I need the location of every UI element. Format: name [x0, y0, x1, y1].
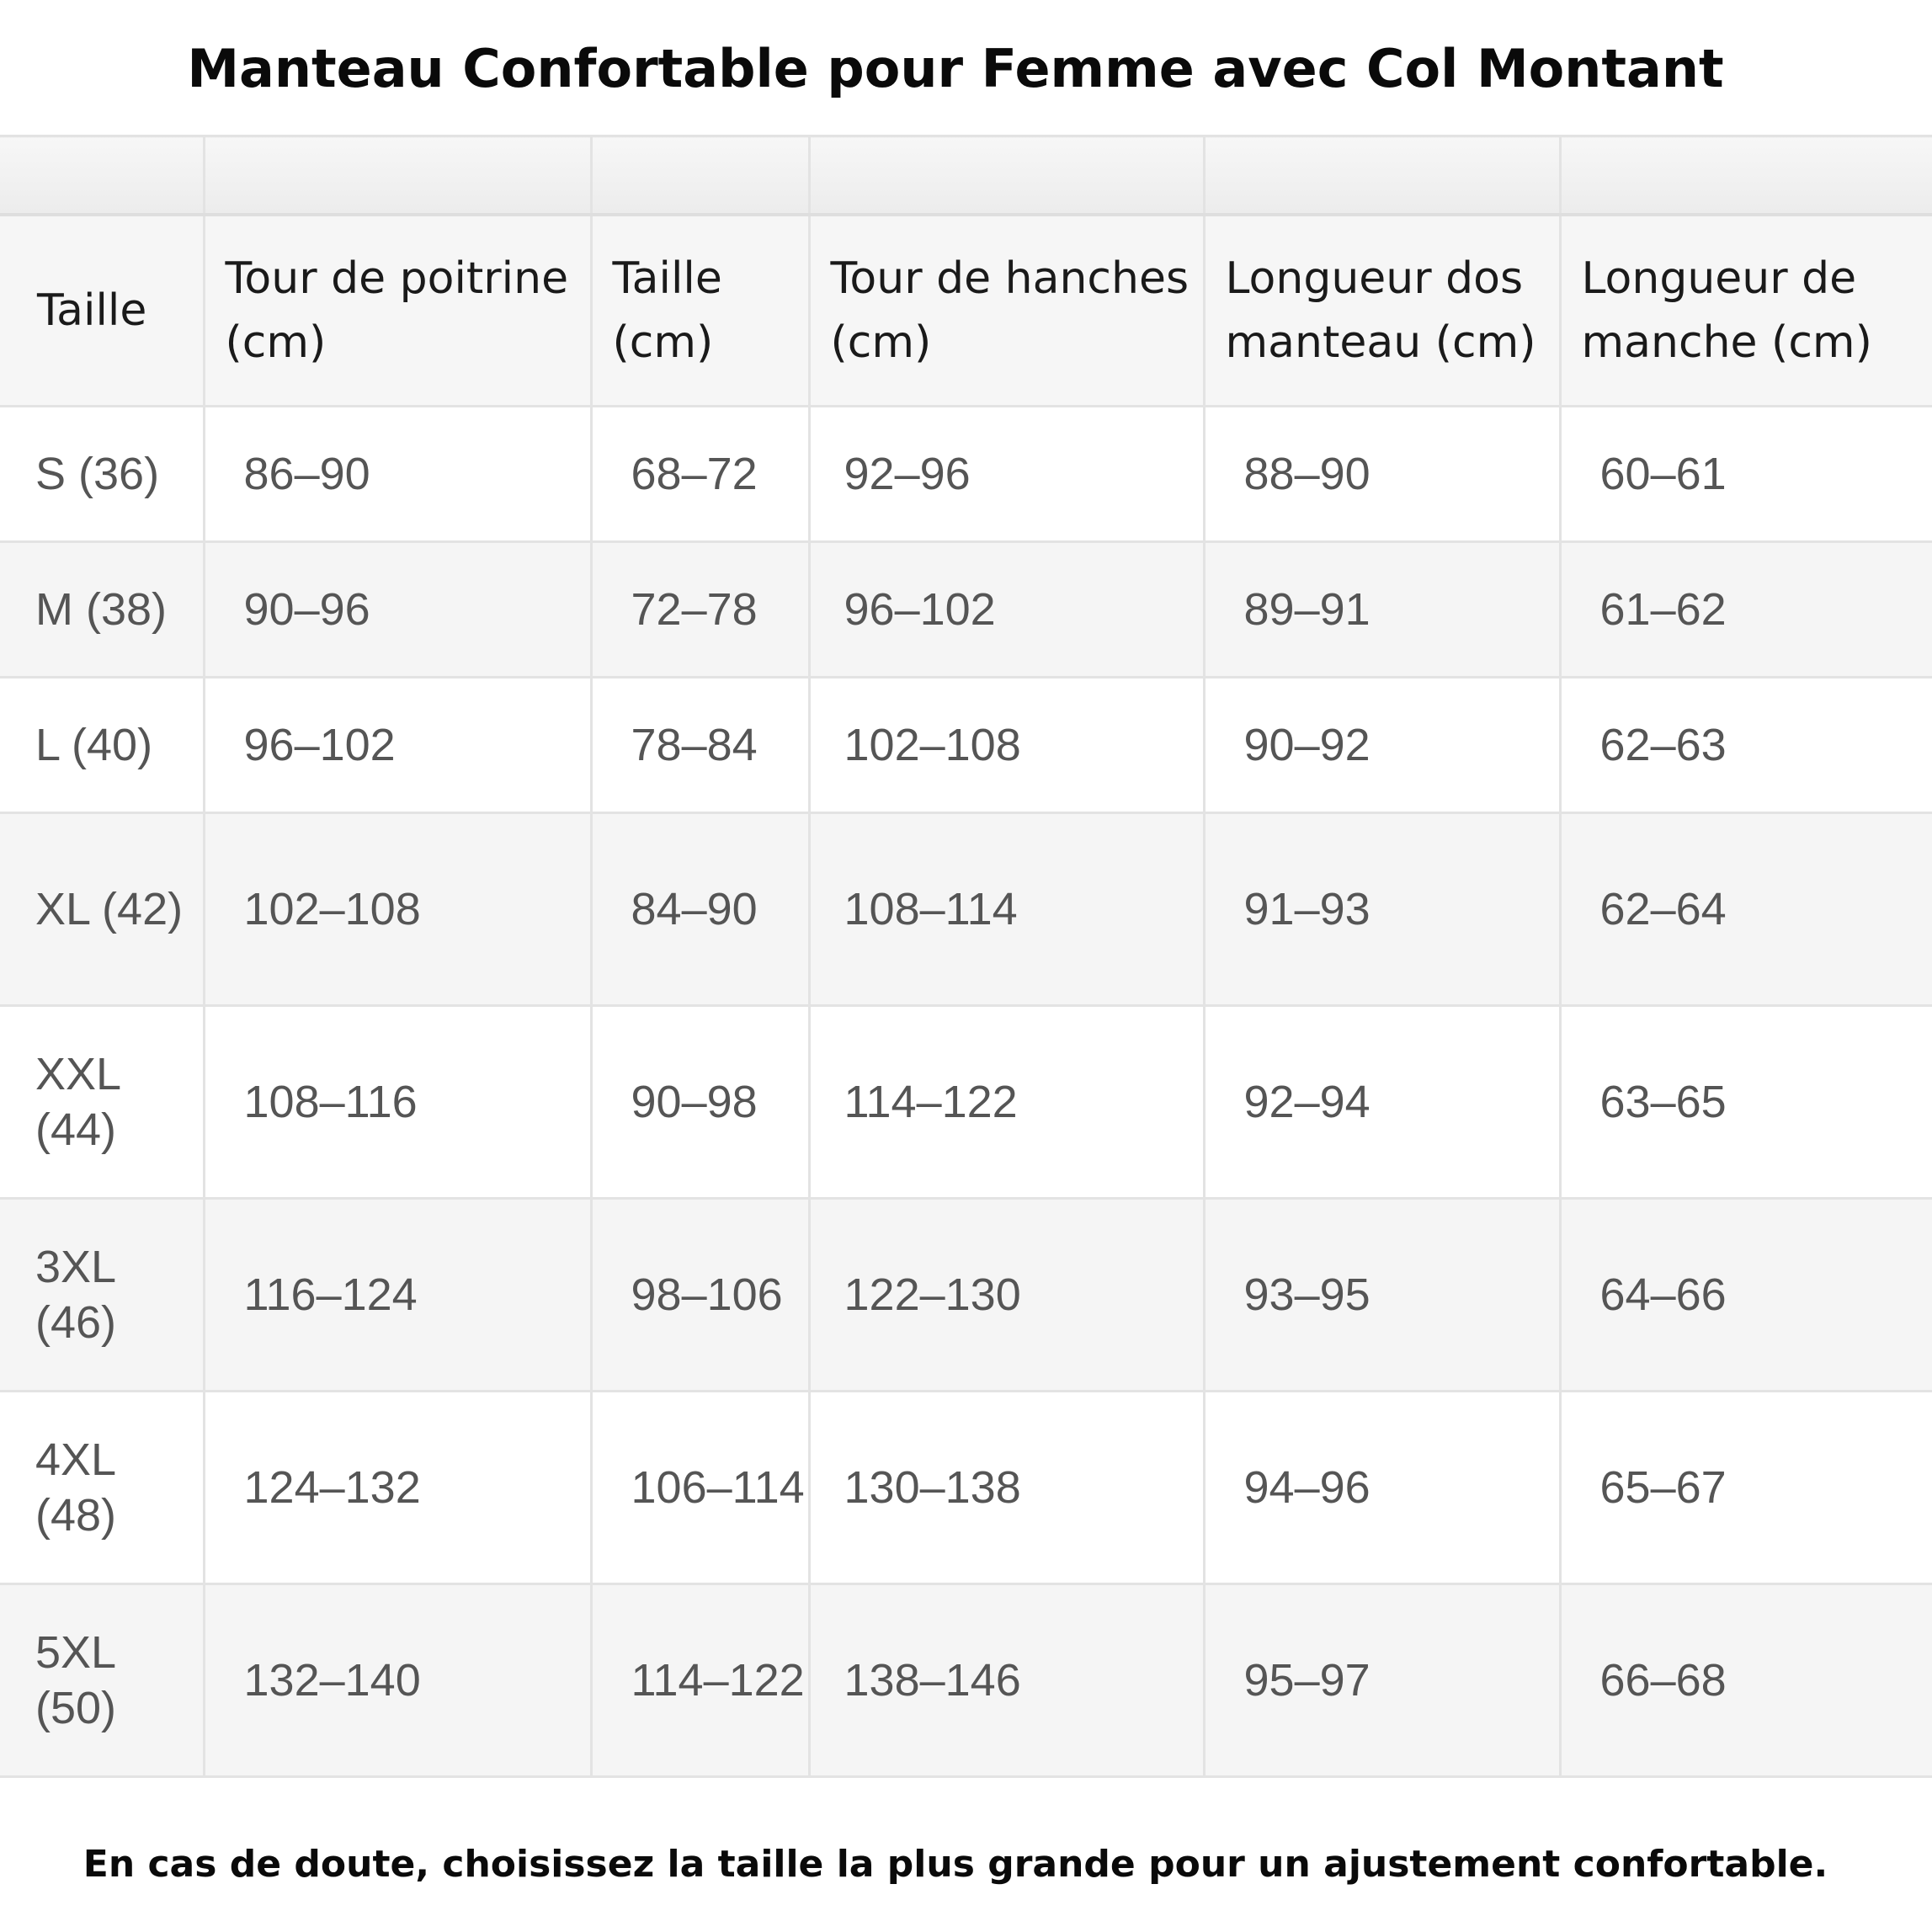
back-length-cell: 95–97 [1204, 1584, 1560, 1777]
sleeve-length-cell: 66–68 [1560, 1584, 1932, 1777]
hips-cell: 130–138 [809, 1392, 1204, 1584]
size-cell: L (40) [0, 678, 204, 813]
back-length-cell: 91–93 [1204, 813, 1560, 1006]
back-length-cell: 90–92 [1204, 678, 1560, 813]
chest-cell: 102–108 [204, 813, 591, 1006]
sleeve-length-cell: 64–66 [1560, 1199, 1932, 1392]
header-back-length: Longueur dos manteau (cm) [1204, 215, 1560, 407]
hips-cell: 114–122 [809, 1006, 1204, 1199]
header-sleeve-length: Longueur de manche (cm) [1560, 215, 1932, 407]
size-cell: XXL (44) [0, 1006, 204, 1199]
table-row [0, 813, 1932, 1006]
back-length-cell: 88–90 [1204, 407, 1560, 542]
sleeve-length-cell: 61–62 [1560, 542, 1932, 678]
waist-cell: 98–106 [591, 1199, 809, 1392]
table-row [0, 1199, 1932, 1392]
back-length-cell: 93–95 [1204, 1199, 1560, 1392]
sleeve-length-cell: 65–67 [1560, 1392, 1932, 1584]
hips-cell: 122–130 [809, 1199, 1204, 1392]
size-cell: M (38) [0, 542, 204, 678]
waist-cell: 90–98 [591, 1006, 809, 1199]
waist-cell: 68–72 [591, 407, 809, 542]
size-cell: S (36) [0, 407, 204, 542]
size-table [0, 135, 1932, 1778]
table-row [0, 678, 1932, 813]
waist-cell: 72–78 [591, 542, 809, 678]
hips-cell: 102–108 [809, 678, 1204, 813]
table-row [0, 1584, 1932, 1777]
size-chart [0, 135, 1932, 1778]
header-chest: Tour de poitrine (cm) [204, 215, 591, 407]
waist-cell: 114–122 [591, 1584, 809, 1777]
waist-cell: 84–90 [591, 813, 809, 1006]
back-length-cell: 94–96 [1204, 1392, 1560, 1584]
sleeve-length-cell: 60–61 [1560, 407, 1932, 542]
back-length-cell: 89–91 [1204, 542, 1560, 678]
hips-cell: 96–102 [809, 542, 1204, 678]
chest-cell: 90–96 [204, 542, 591, 678]
sleeve-length-cell: 63–65 [1560, 1006, 1932, 1199]
table-row [0, 407, 1932, 542]
table-header-row [0, 215, 1932, 407]
footer-note: En cas de doute, choisissez la taille la plus grande pour un ajustement confortable. [82, 1843, 1828, 1886]
chest-cell: 116–124 [204, 1199, 591, 1392]
table-row [0, 542, 1932, 678]
table-row [0, 1392, 1932, 1584]
hips-cell: 138–146 [809, 1584, 1204, 1777]
sleeve-length-cell: 62–63 [1560, 678, 1932, 813]
sleeve-length-cell: 62–64 [1560, 813, 1932, 1006]
header-waist: Taille (cm) [591, 215, 809, 407]
back-length-cell: 92–94 [1204, 1006, 1560, 1199]
header-size: Taille [0, 215, 204, 407]
table-top-band [0, 136, 1932, 216]
size-cell: XL (42) [0, 813, 204, 1006]
waist-cell: 106–114 [591, 1392, 809, 1584]
hips-cell: 108–114 [809, 813, 1204, 1006]
size-cell: 5XL (50) [0, 1584, 204, 1777]
header-hips: Tour de hanches (cm) [809, 215, 1204, 407]
waist-cell: 78–84 [591, 678, 809, 813]
chest-cell: 132–140 [204, 1584, 591, 1777]
chest-cell: 96–102 [204, 678, 591, 813]
chest-cell: 108–116 [204, 1006, 591, 1199]
chest-cell: 124–132 [204, 1392, 591, 1584]
table-row [0, 1006, 1932, 1199]
size-cell: 3XL (46) [0, 1199, 204, 1392]
hips-cell: 92–96 [809, 407, 1204, 542]
page-title: Manteau Confortable pour Femme avec Col Montant [187, 38, 1724, 99]
size-cell: 4XL (48) [0, 1392, 204, 1584]
chest-cell: 86–90 [204, 407, 591, 542]
